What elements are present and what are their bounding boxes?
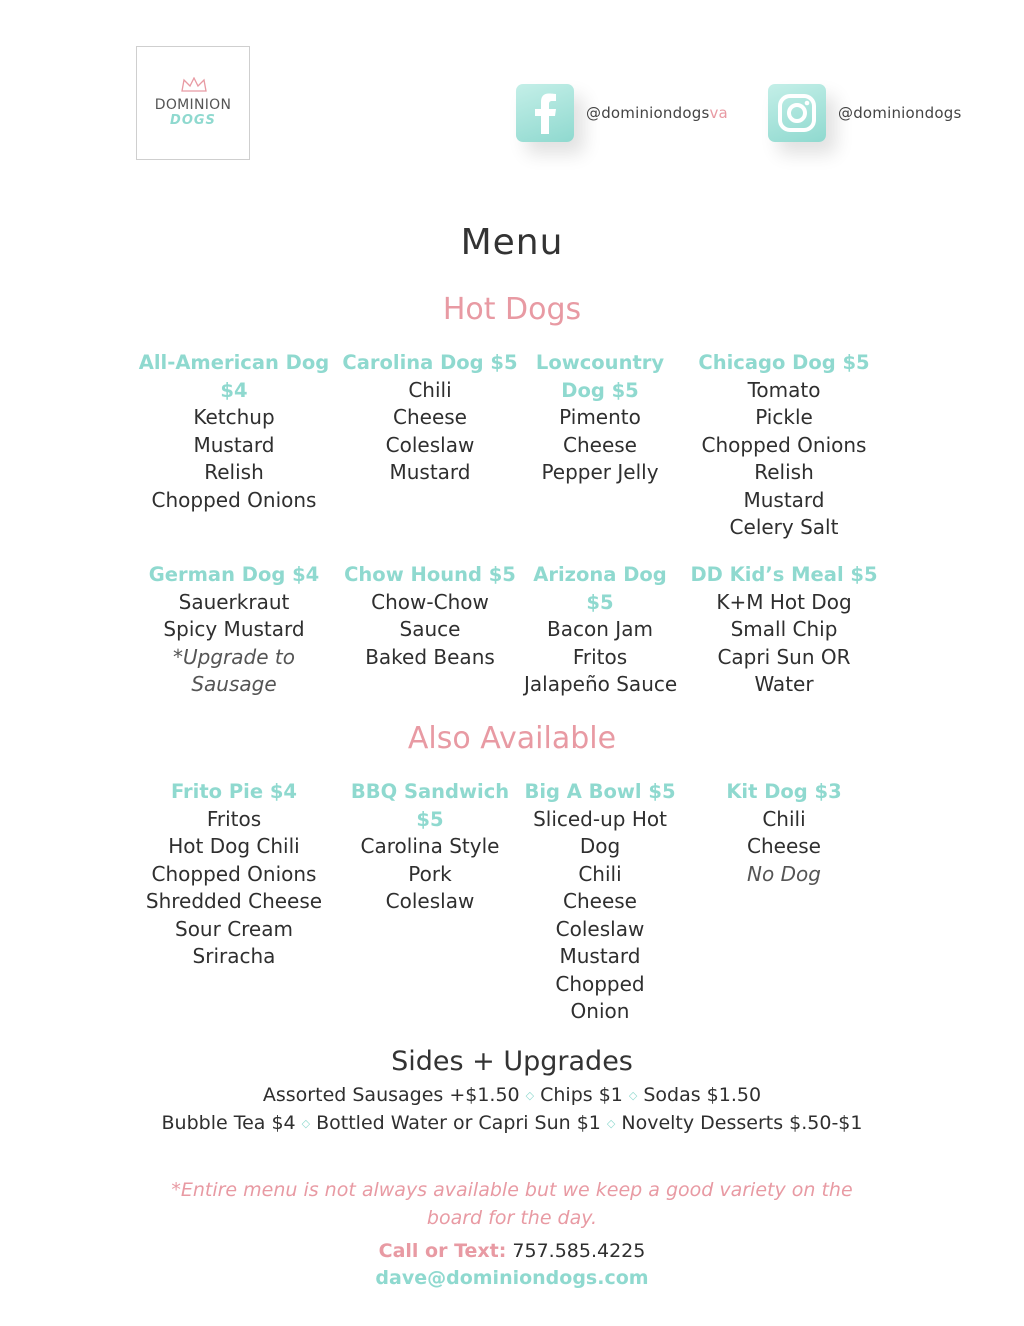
menu-item-name: Chicago Dog $5 — [698, 351, 870, 374]
topping: Mustard — [743, 487, 825, 512]
side-item: Sodas $1.50 — [643, 1084, 762, 1106]
crown-icon — [180, 77, 208, 93]
also-available-row — [132, 778, 892, 1026]
sides-line-2 — [0, 1112, 1024, 1134]
diamond-separator-icon: ◇ — [628, 1089, 638, 1102]
disclaimer: *Entire menu is not always available but we keep a good variety on the board for the day. — [171, 1179, 853, 1229]
topping: Chili — [578, 861, 622, 886]
topping: Carolina Style — [360, 834, 500, 858]
side-item: Assorted Sausages +$1.50 — [262, 1084, 520, 1106]
topping: Chopped — [555, 971, 645, 996]
email-link[interactable]: dave@dominiondogs.com — [375, 1267, 649, 1289]
sides-heading: Sides + Upgrades — [391, 1046, 633, 1077]
topping: Relish — [754, 460, 814, 484]
menu-item-name: German Dog $4 — [148, 563, 320, 586]
contact-line — [0, 1240, 1024, 1262]
hot-dogs-heading: Hot Dogs — [442, 292, 582, 327]
menu-item — [336, 561, 524, 699]
facebook-handle: @dominiondogsva — [586, 104, 728, 122]
menu-item — [132, 778, 336, 1026]
topping: Fritos — [572, 644, 628, 669]
topping: K+M Hot Dog — [716, 589, 852, 614]
menu-item-name: Chow Hound $5 — [344, 563, 516, 586]
topping: Relish — [204, 460, 264, 484]
topping: Onion — [570, 999, 630, 1023]
instagram-icon — [768, 84, 826, 142]
brand-name-line1: DOMINION — [154, 97, 232, 113]
menu-item — [676, 778, 892, 1026]
facebook-link[interactable] — [516, 84, 728, 142]
topping: Tomato — [747, 377, 821, 402]
topping: Sour Cream — [175, 916, 293, 941]
facebook-icon — [516, 84, 574, 142]
menu-item-name: Carolina Dog $5 — [342, 351, 518, 374]
menu-item-name: DD Kid’s Meal $5 — [690, 563, 878, 586]
topping: Hot Dog Chili — [168, 834, 300, 858]
topping: Cheese — [563, 889, 637, 913]
topping: Jalapeño Sauce — [524, 672, 678, 696]
topping: Cheese — [563, 432, 637, 457]
menu-item-name: Arizona Dog $5 — [533, 563, 667, 614]
instagram-handle: @dominiondogs — [838, 104, 962, 122]
topping: Cheese — [393, 405, 467, 429]
topping: Mustard — [389, 460, 471, 484]
side-item: Bottled Water or Capri Sun $1 — [316, 1112, 601, 1134]
menu-item-name: All-American Dog $4 — [138, 351, 330, 402]
side-item: Bubble Tea $4 — [161, 1112, 296, 1134]
topping: Chopped Onions — [701, 432, 867, 457]
topping: Chili — [408, 377, 452, 402]
topping: Pepper Jelly — [541, 460, 659, 484]
menu-item-name: BBQ Sandwich $5 — [350, 780, 510, 831]
topping: Water — [754, 672, 814, 696]
topping: Pickle — [755, 405, 813, 429]
menu-item — [676, 349, 892, 542]
topping: Baked Beans — [365, 644, 495, 669]
hot-dogs-row-1 — [132, 349, 892, 542]
menu-item-name: Kit Dog $3 — [726, 780, 842, 803]
topping: Dog — [579, 834, 621, 858]
topping: Coleslaw — [385, 889, 475, 913]
topping: Celery Salt — [729, 515, 839, 539]
topping: Sauerkraut — [178, 589, 290, 614]
page-title: Menu — [460, 222, 564, 263]
topping: Mustard — [193, 432, 275, 457]
menu-item — [336, 349, 524, 542]
side-item: Novelty Desserts $.50-$1 — [621, 1112, 863, 1134]
topping: Ketchup — [193, 405, 275, 429]
menu-item — [132, 561, 336, 699]
menu-item-name: Lowcountry Dog $5 — [535, 351, 665, 402]
topping: Chili — [762, 806, 806, 831]
menu-item — [132, 349, 336, 542]
topping: Small Chip — [730, 617, 838, 641]
topping: Chow-Chow — [371, 589, 489, 614]
instagram-link[interactable] — [768, 84, 961, 142]
topping: Coleslaw — [555, 916, 645, 941]
topping: Pork — [408, 861, 452, 886]
topping: Fritos — [206, 806, 262, 831]
topping: Mustard — [559, 944, 641, 968]
hot-dogs-row-2 — [132, 561, 892, 699]
menu-item — [524, 778, 676, 1026]
topping: Cheese — [747, 834, 821, 858]
diamond-separator-icon: ◇ — [606, 1117, 616, 1130]
menu-item-note: No Dog — [747, 861, 821, 886]
menu-item — [524, 561, 676, 699]
menu-item-note: *Upgrade to Sausage — [173, 644, 295, 696]
brand-name-line2: DOGS — [170, 113, 216, 128]
topping: Chopped Onions — [151, 487, 317, 512]
topping: Capri Sun OR — [717, 644, 851, 669]
brand-logo — [136, 46, 250, 160]
topping: Shredded Cheese — [145, 889, 323, 913]
topping: Sriracha — [192, 944, 276, 968]
also-available-heading: Also Available — [407, 721, 617, 756]
topping: Chopped Onions — [151, 861, 317, 886]
topping: Pimento — [559, 405, 641, 429]
topping: Spicy Mustard — [163, 617, 305, 641]
side-item: Chips $1 — [540, 1084, 623, 1106]
diamond-separator-icon: ◇ — [301, 1117, 311, 1130]
menu-item — [524, 349, 676, 542]
menu-item — [336, 778, 524, 1026]
diamond-separator-icon: ◇ — [525, 1089, 535, 1102]
menu-item — [676, 561, 892, 699]
topping: Coleslaw — [385, 432, 475, 457]
phone-number[interactable]: 757.585.4225 — [512, 1240, 646, 1262]
menu-item-name: Frito Pie $4 — [170, 780, 297, 803]
sides-line-1 — [0, 1084, 1024, 1106]
topping: Bacon Jam — [547, 617, 653, 641]
topping: Sliced-up Hot — [533, 806, 667, 831]
topping: Sauce — [399, 617, 461, 641]
contact-label: Call or Text: — [378, 1240, 507, 1262]
menu-item-name: Big A Bowl $5 — [524, 780, 676, 803]
